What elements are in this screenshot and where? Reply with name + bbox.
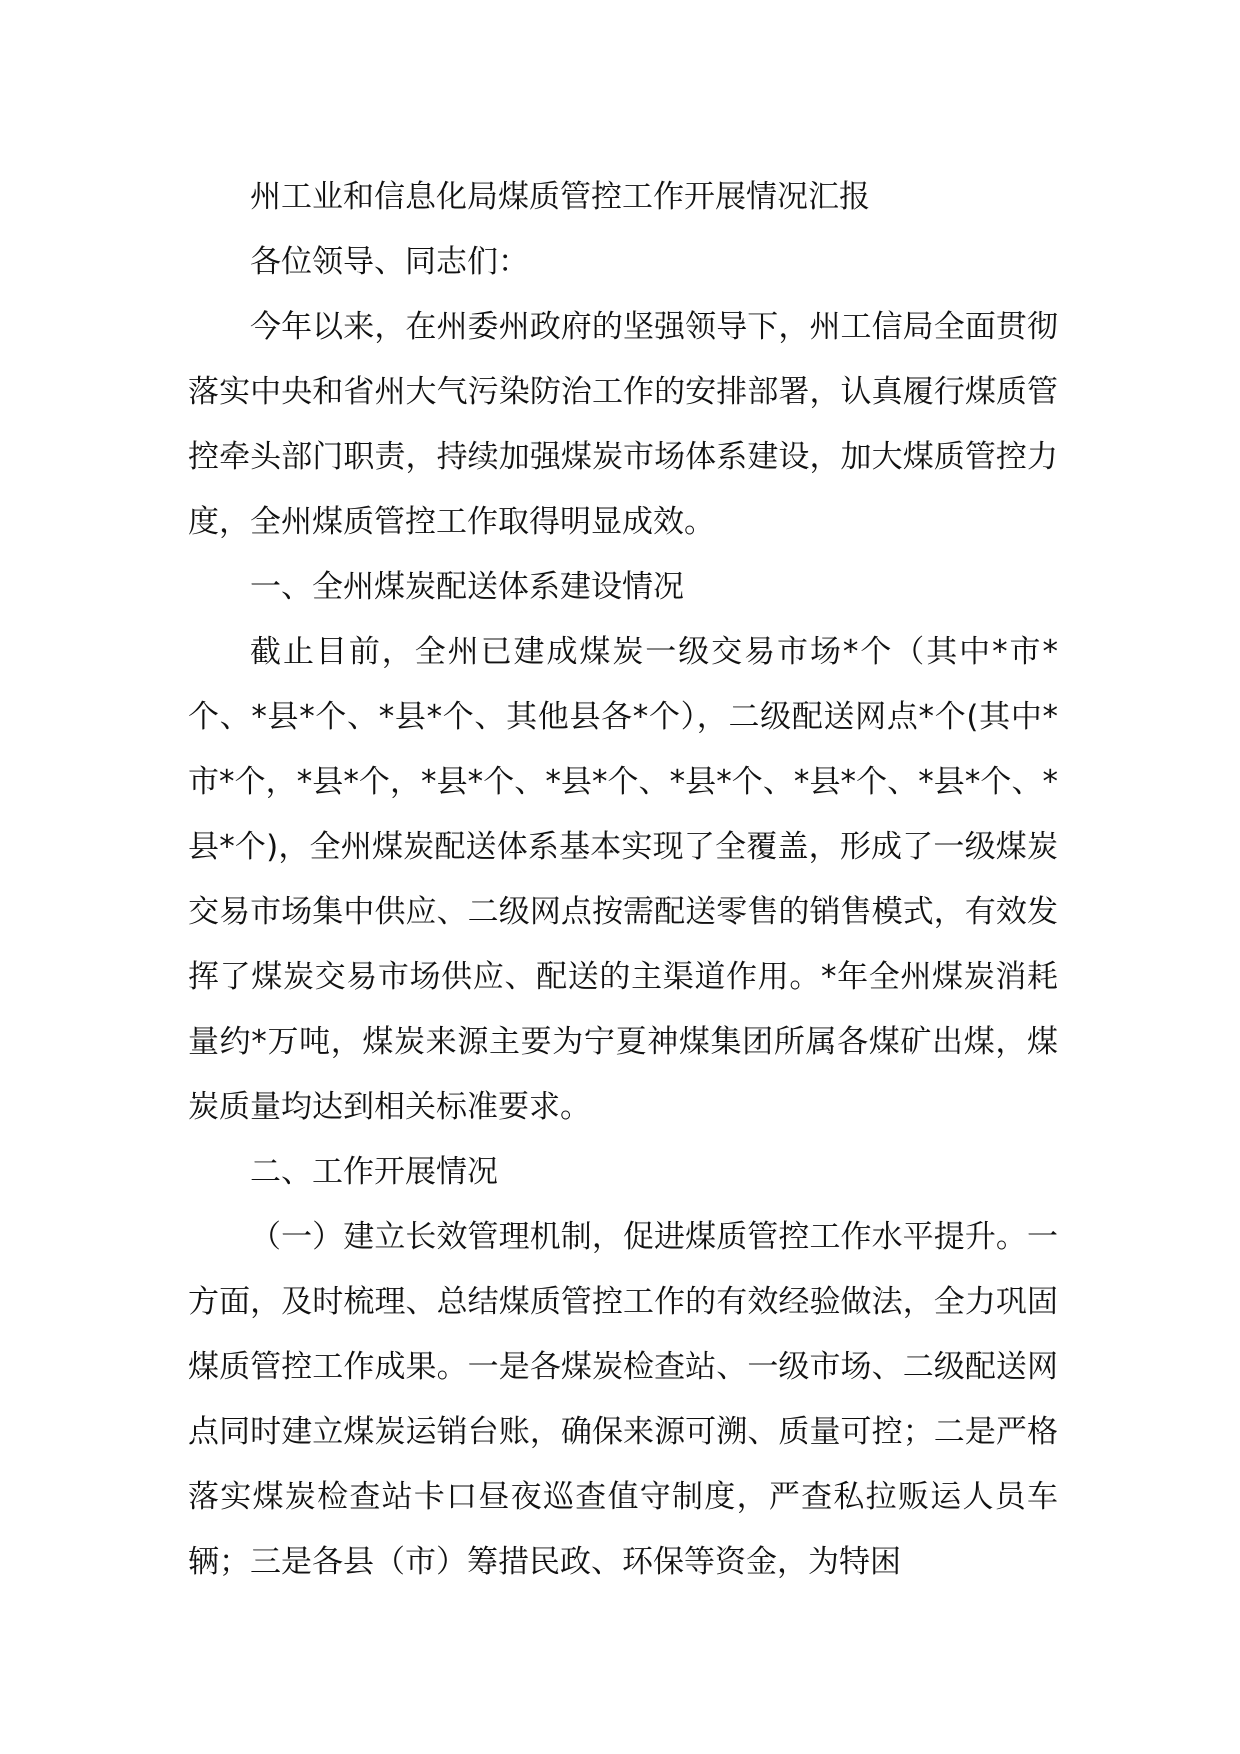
salutation: 各位领导、同志们： [250,244,529,280]
paragraph-intro: 今年以来，在州委州政府的坚强领导下，州工信局全面贯彻落实中央和省州大气污染防治工作的安排部署，认真履行煤质管控牵头部门职责，持续加强煤炭市场体系建设，加大煤质管控力度，全州煤质管控工作取得明显成效。 [188,309,1058,540]
document-title: 州工业和信息化局煤质管控工作开展情况汇报 [250,179,870,215]
document-body [188,165,1058,1595]
section-heading-2: 二、工作开展情况 [250,1154,498,1190]
paragraph-long-term-mechanism: （一）建立长效管理机制，促进煤质管控工作水平提升。一方面，及时梳理、总结煤质管控工作的有效经验做法，全力巩固煤质管控工作成果。一是各煤炭检查站、一级市场、二级配送网点同时建立煤炭运销台账，确保来源可溯、质量可控；二是严格落实煤炭检查站卡口昼夜巡查值守制度，严查私拉贩运人员车辆；三是各县（市）筹措民政、环保等资金，为特困 [188,1219,1058,1580]
paragraph-distribution-system: 截止目前，全州已建成煤炭一级交易市场*个（其中*市*个、*县*个、*县*个、其他县各*个），二级配送网点*个(其中*市*个，*县*个，*县*个、*县*个、*县*个、*县*个、*县*个、*县*个)，全州煤炭配送体系基本实现了全覆盖，形成了一级煤炭交易市场集中供应、二级网点按需配送零售的销售模式，有效发挥了煤炭交易市场供应、配送的主渠道作用。*年全州煤炭消耗量约*万吨，煤炭来源主要为宁夏神煤集团所属各煤矿出煤，煤炭质量均达到相关标准要求。 [188,634,1058,1125]
section-heading-1: 一、全州煤炭配送体系建设情况 [250,569,684,605]
